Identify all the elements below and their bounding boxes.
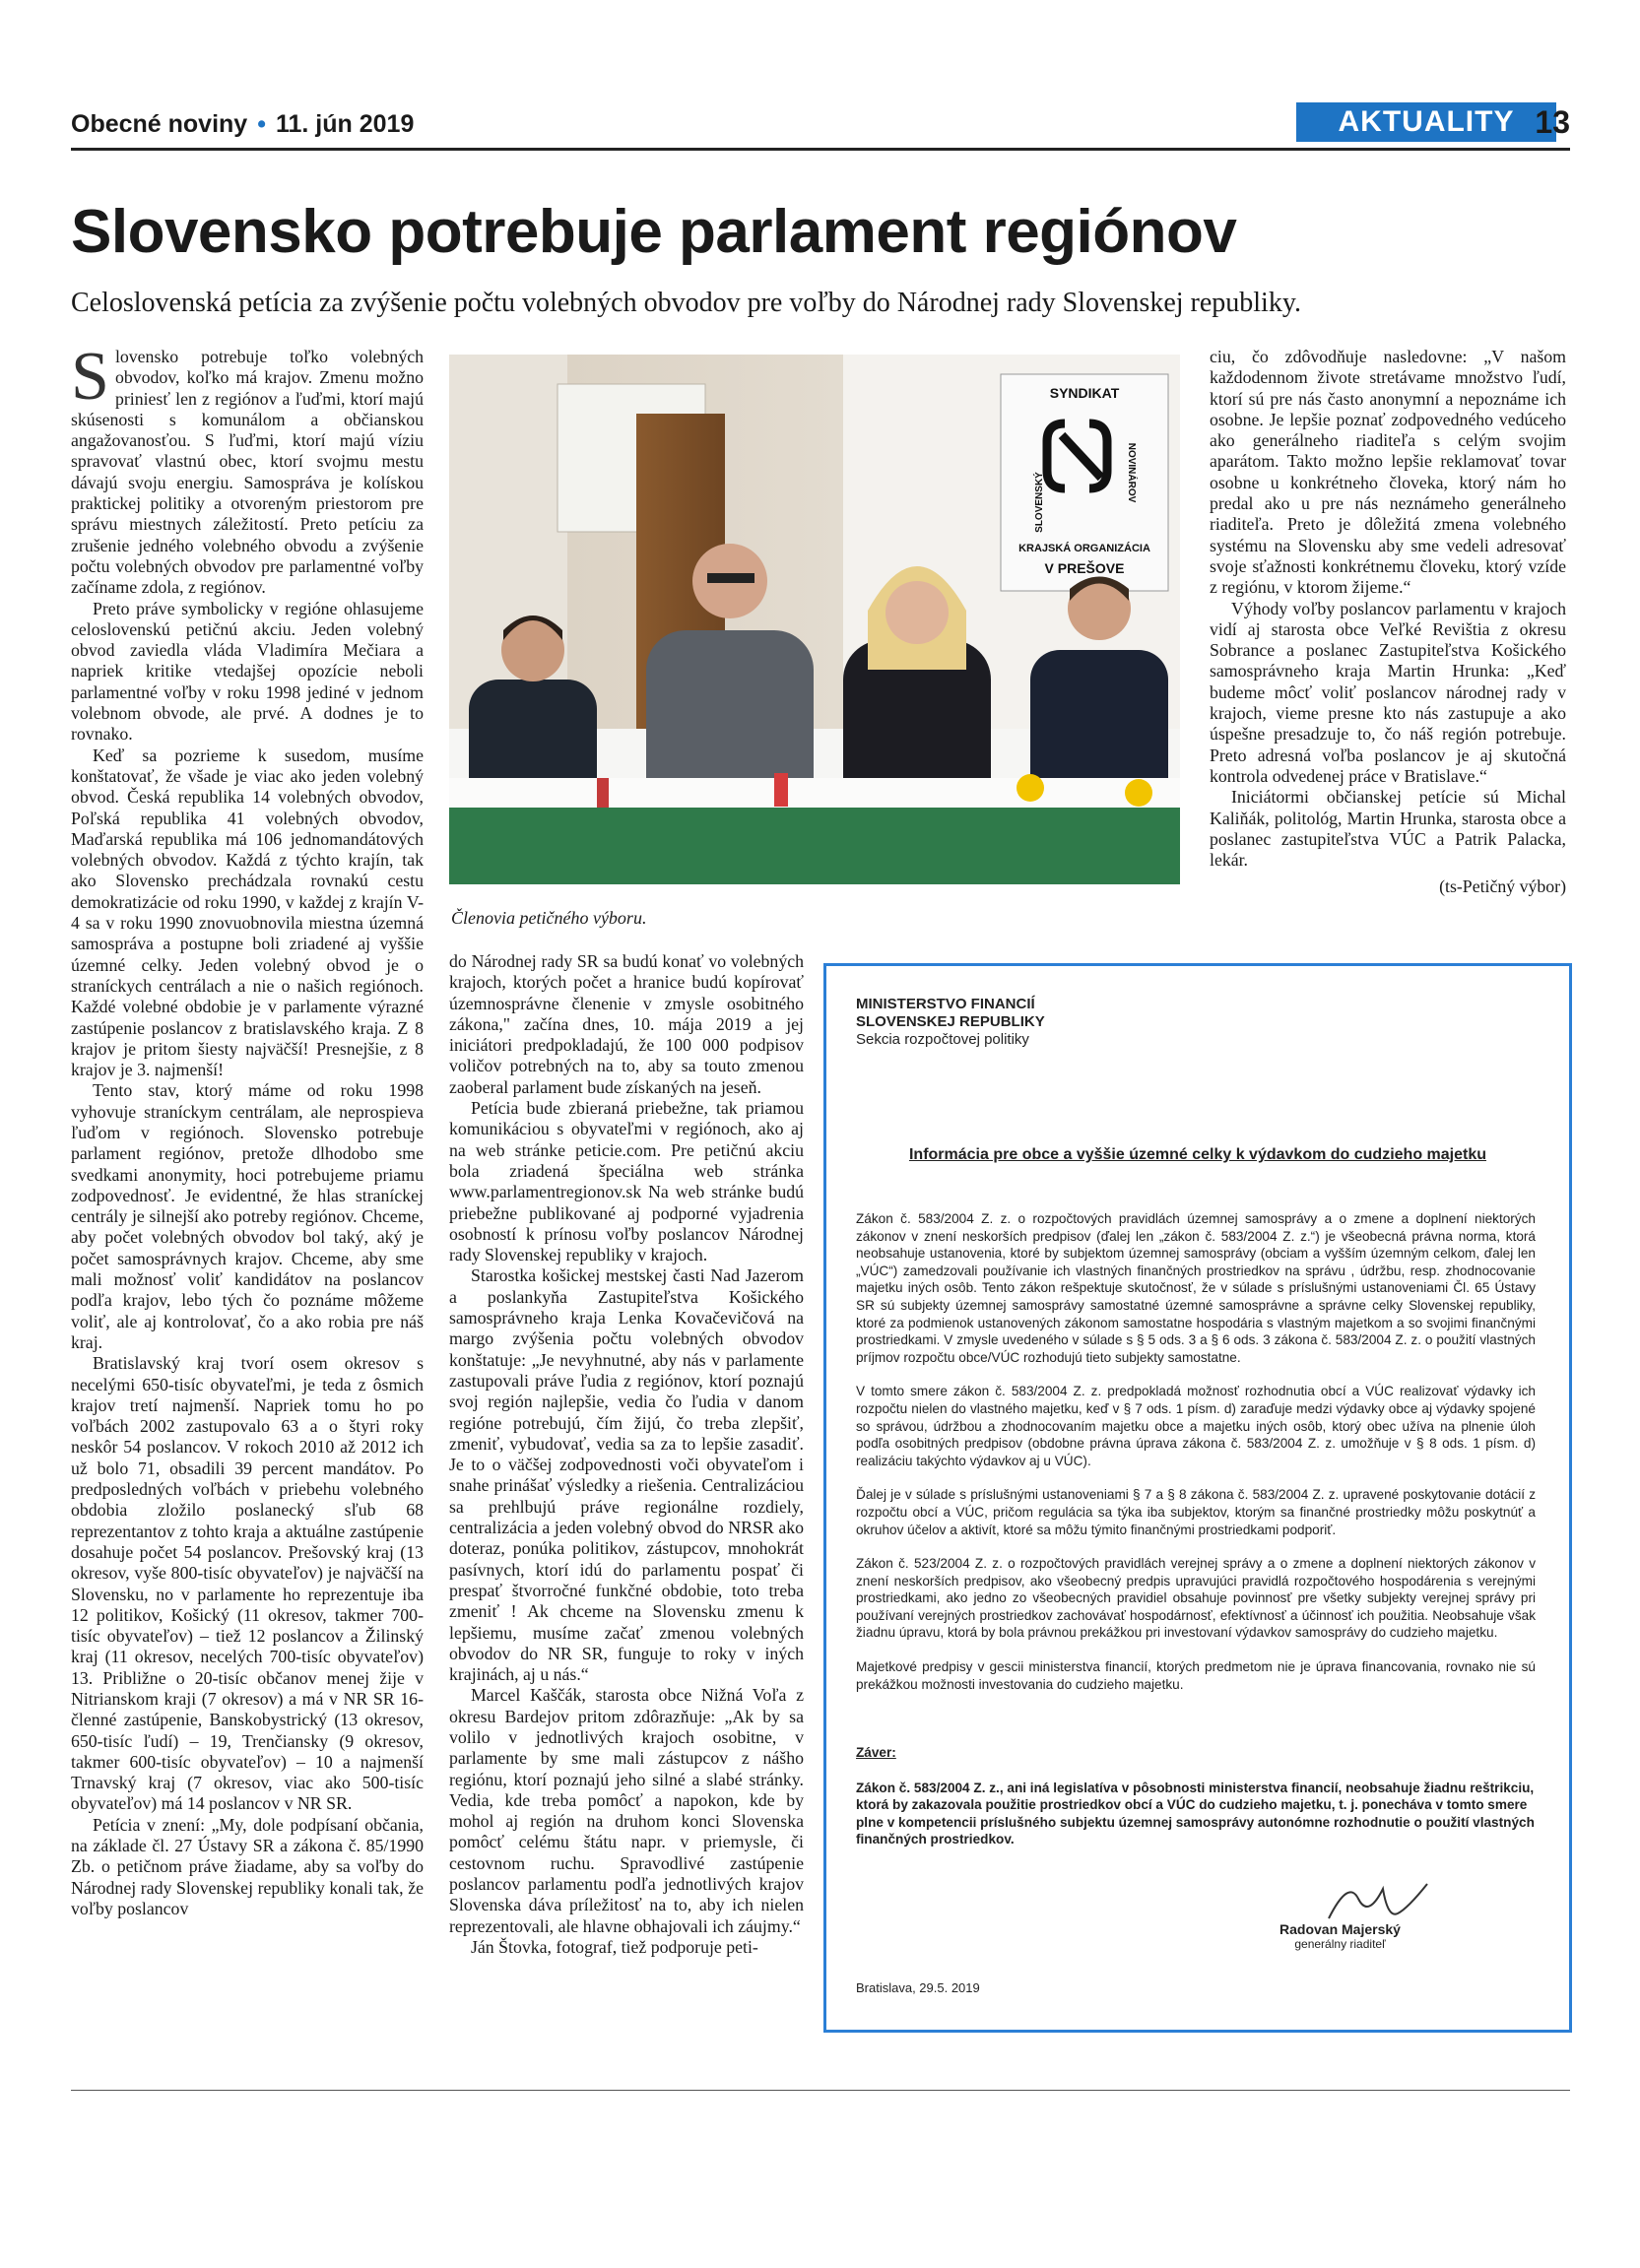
issue-date: 11. jún 2019	[275, 110, 415, 138]
handwritten-signature	[1319, 1874, 1437, 1933]
conclusion-text: Zákon č. 583/2004 Z. z., ani iná legislatíva v pôsobnosti ministerstva financií, neobsahuje žiadnu reštrikciu, ktorá by zakazovala použitie prostriedkov obcí a VÚC do cudzieho majetku, t. j. ponecháva v tomto smere plne v kompetencii príslušného subjektu územnej samosprávy autonómne rozhodnutie o použití vlastných finančných prostriedkov.	[856, 1780, 1535, 1847]
drop-cap: S	[71, 339, 109, 415]
paragraph: Výhody voľby poslancov parlamentu v krajoch vidí aj starosta obce Veľké Revištia z okresu Sobrance a poslanec Zastupiteľstva Košického samosprávneho kraja Martin Hrunka: „Keď budeme môcť voliť poslancov národnej rady v krajoch, vieme presne kto nás zastupuje a ako úspešne presadzuje to, čo náš región potrebuje. Preto adresná voľba poslancov je aj skutočná kontrola odvedenej práce v Bratislave.“	[1210, 598, 1566, 786]
paragraph: Preto práve symbolicky v regióne ohlasujeme celoslovenskú petičnú akciu. Jeden volebný obvod zaviedla vláda Vladimíra Mečiara a napriek kritike vtedajšej opozície neboli parlamentné voľby v roku 1998 jediné v jednom volebnom obvode, ale prvé. A dodnes je to rovnako.	[71, 598, 424, 745]
conclusion-heading: Záver:	[856, 1745, 896, 1760]
article-column-2	[449, 951, 804, 1958]
top-rule	[71, 148, 1570, 151]
letter-paragraph: Majetkové predpisy v gescii ministerstva financií, ktorých predmetom nie je úprava financovania, rovnako nie sú prekážkou možnosti investovania do cudzieho majetku.	[856, 1659, 1536, 1692]
letter-place-date: Bratislava, 29.5. 2019	[856, 1980, 980, 1995]
paragraph: Slovensko potrebuje toľko volebných obvodov, koľko má krajov. Zmenu možno priniesť len z regiónov a ľuďmi, ktorí majú skúsenosti s komunálom a občianskou angažovanosťou. S ľuďmi, ktorí majú víziu spravovať vlastnú obec, ktorí svojmu mestu dávajú svoju energiu. Samospráva je kolískou praktickej politiky a otvoreným priestorom pre správu miestnych záležitostí. Preto petíciu za zrušenie jedného volebného obvodu a zvýšenie počtu volebných obvodov pre parlamentné voľby začíname zdola, z regiónov.	[71, 339, 424, 598]
paragraph: ciu, čo zdôvodňuje nasledovne: „V našom každodennom živote stretávame množstvo ľudí, ktorí sú pre nás často anonymní a nepoznáme ich osobne. Je lepšie poznať zodpovedného vedúceho ako generálneho riaditeľa s celým svojim aparátom. Takto možno lepšie reklamovať tovar osobne u konkrétneho človeka, ktorý nám ho predal ako u pre nás neznámeho generálneho riaditeľa. Preto je dôležitá zmena volebného systému na Slovensku aby sme vedeli adresovať svoje sťažnosti konkrétnemu človeku, ktorý vzíde z regiónu, v ktorom žijeme.“	[1210, 347, 1566, 598]
publication-dateline	[71, 110, 414, 139]
ministry-letter	[823, 963, 1572, 2033]
masthead	[71, 102, 1570, 146]
section-label: AKTUALITY	[1296, 102, 1556, 142]
bottom-rule	[71, 2090, 1570, 2091]
photo-caption: Členovia petičného výboru.	[451, 908, 647, 928]
paragraph: Ján Štovka, fotograf, tiež podporuje peti-	[471, 1936, 758, 1957]
photo-illustration	[449, 355, 1180, 884]
sign-krajska: KRAJSKÁ ORGANIZÁCIA	[1018, 543, 1150, 554]
sender-line-2: SLOVENSKEJ REPUBLIKY	[856, 1013, 1045, 1030]
letter-signature-block	[1279, 1921, 1401, 1951]
paragraph: Iniciátormi občianskej petície sú Michal Kaliňák, politológ, Martin Hrunka, starosta obce a poslanec zastupiteľstva VÚC a Patrik Palacka, lekár.	[1210, 787, 1566, 871]
letter-body	[856, 1210, 1536, 1710]
sender-department: Sekcia rozpočtovej politiky	[856, 1031, 1029, 1048]
paragraph: Marcel Kaščák, starosta obce Nižná Voľa z okresu Bardejov pritom zdôrazňuje: „Ak by sa volilo v jednotlivých krajoch osobitne, v parlamente by sme mali zástupcov z nášho regiónu, ktorí poznajú jeho silné a slabé stránky. Vedia, kde treba pomôcť a napokon, kde by mohol aj región na druhom konci Slovenska pomôcť celému štátu napr. v priemysle, či cestovnom ruchu. Spravodlivé zastúpenie poslancov parlamentu podľa jednotlivých krajov Slovenska dáva príležitosť na to, aby ich nielen reprezentovali, ale hlavne obhajovali ich záujmy.“	[449, 1685, 804, 1936]
article-photo	[449, 355, 1180, 884]
publication-name: Obecné noviny	[71, 110, 248, 138]
paragraph: Petícia v znení: „My, dole podpísaní občania, na základe čl. 27 Ústavy SR a zákona č. 85/1990 Zb. o petičnom práve žiadame, aby sa voľby do Národnej rady Slovenskej republiky konali tak, že voľby poslancov	[71, 1814, 424, 1918]
paragraph: Tento stav, ktorý máme od roku 1998 vyhovuje straníckym centrálam, ale neprospieva ľuďom v regiónoch. Slovensko potrebuje parlament regiónov, pretože dlhodobo sme svedkami anonymity, hoci potrebujeme priamu zodpovednosť. Je evidentné, že hlas straníckej centrály je silnejší ako potreby regiónov. Chceme, aby počet volebných obvodov bol taký, aký je počet samosprávnych krajov. Chceme, aby sme mali možnosť voliť kandidátov na poslancov podľa krajov, lebo tých čo poznáme môžeme voliť, ale aj kontrolovať, čo a ako robia pre náš kraj.	[71, 1080, 424, 1352]
letter-paragraph: Ďalej je v súlade s príslušnými ustanoveniami § 7 a § 8 zákona č. 583/2004 Z. z. upravené poskytovanie dotácií z rozpočtu obcí a VÚC, pričom regulácia sa týka iba subjektov, ktorým sa finančné prostriedky môžu poskytnúť a okruhov účelov a aktivít, ktoré sa môžu týmito finančnými prostriedkami podporiť.	[856, 1487, 1536, 1537]
letter-paragraph: V tomto smere zákon č. 583/2004 Z. z. predpokladá možnosť rozhodnutia obcí a VÚC realizovať výdavky ich rozpočtu nielen do vlastného majetku, keď v § 7 ods. 1 písm. d) zaraďuje medzi výdavky obce aj výdavky spojené so správou, údržbou a zhodnocovaním majetku obce a majetku iných osôb, ktorý obec užíva na plnenie úloh podľa osobitných predpisov (obdobne právna úprava zákona č. 583/2004 Z. z. umožňuje v § 8 ods. 1 písm. d) realizáciu takýchto výdavkov aj u VÚC).	[856, 1384, 1536, 1468]
sign-syndikat: SYNDIKAT	[1049, 385, 1120, 401]
sign-slovensky: SLOVENSKÝ	[1034, 472, 1045, 533]
paragraph: do Národnej rady SR sa budú konať vo volebných krajoch, ktorých počet a hranice budú kopírovať územnosprávne členenie v zmysle osobitného zákona," začína dnes, 10. mája 2019 a jej iniciátori predpokladajú, že 100 000 podpisov voličov potrebných na to, aby sa touto zmenou zaoberal parlament bude získaných na jeseň.	[449, 951, 804, 1097]
letter-title: Informácia pre obce a vyššie územné celky k výdavkom do cudzieho majetku	[908, 1146, 1486, 1163]
sign-presov: V PREŠOVE	[1044, 560, 1125, 576]
paragraph: Keď sa pozrieme k susedom, musíme konštatovať, že všade je viac ako jeden volebný obvod. Česká republika 14 volebných obvodov, Poľská republika 41 volebných obvodov, Maďarská republika má 106 jednomandátových volebných obvodov. Každá z týchto krajín, tak ako Slovensko prechádzala rovnakú cestu demokratizácie od roku 1990, v každej z krajín V-4 sa v roku 1990 znovuobnovila miestna územná samospráva a postupne boli zriadené aj vyššie územné celky. Jeden volebný obvod je o straníckych centrálach a nie o našich regiónoch. Každé volebné obdobie je v parlamente výrazné zastúpenie poslancov z bratislavského kraja. Z 8 krajov je pritom šiesty najväčší! Presnejšie, z 8 krajov je 3. najmenší!	[71, 745, 424, 1080]
article-column-1	[71, 339, 424, 1919]
paragraph: Starostka košickej mestskej časti Nad Jazerom a poslankyňa Zastupiteľstva Košického samosprávneho kraja Lenka Kovačevičová na margo zvýšenia počtu volebných obvodov konštatuje: „Je nevyhnutné, aby nás v parlamente zastupovali práve ľudia z regiónov, ktorí poznajú svoj región najlepšie, vedia čo ľudia v danom regióne potrebujú, čím žijú, čo treba zlepšiť, zmeniť, vybudovať, vedia sa za to lepšie zasadiť. Je to o väčšej zodpovednosti voči obyvateľom i snahe prinášať výsledky a riešenia. Centralizáciou sa prehlbujú práve regionálne rozdiely, centralizácia a jeden volebný obvod do NRSR ako doteraz, ponúka politikov, zástupcov, mnohokrát pasívnych, ktorí idú do parlamentu pospať či prespať štvorročné funkčné obdobie, toto treba zmeniť ! Ak chceme na Slovensku zmenu k lepšiemu, musíme začať zmenou volebných obvodov do NR SR, funguje to roky v iných krajinách, aj u nás.“	[449, 1265, 804, 1685]
separator-dot: •	[257, 110, 266, 138]
article-column-3	[1210, 347, 1566, 898]
letter-conclusion	[856, 1744, 1536, 1848]
paragraph: Petícia bude zbieraná priebežne, tak priamou komunikáciou s obyvateľmi v regiónoch, ako aj na web stránke peticie.com. Pre petičnú akciu bola zriadená špeciálna web stránka www.parlamentregionov.sk Na web stránke budú priebežne publikované aj podporné vyjadrenia osobností k prínosu voľby poslancov Národnej rady Slovenskej republiky v krajoch.	[449, 1098, 804, 1265]
letter-paragraph: Zákon č. 583/2004 Z. z. o rozpočtových pravidlách územnej samosprávy a o zmene a doplnení niektorých zákonov v znení neskorších predpisov (ďalej len „zákon č. 583/2004 Z. z.“) je všeobecná právna norma, ktorá neobsahuje ustanovenia, ktoré by subjektom územnej samosprávy (obciam a vyšším územným celkom, ďalej len „VÚC“) zamedzovali používanie ich vlastných finančných prostriedkov na správu , údržbu, resp. zhodnocovanie majetku iných osôb. Tento zákon rešpektuje skutočnosť, že v súlade s príslušnými ustanoveniami Čl. 65 Ústavy SR sú subjekty územnej samosprávy samostatné územné samosprávne a správne celky Slovenskej republiky, ktoré za podmienok ustanovených zákonom samostatne hospodária s vlastným majetkom a so svojimi finančnými prostriedkami. V zmysle uvedeného v súlade s § 5 ods. 3 a § 6 ods. 3 zákona č. 583/2004 Z. z. o použití vlastných príjmov rozpočtu obce/VÚC rozhodujú tieto subjekty samostatne.	[856, 1211, 1536, 1365]
article-headline: Slovensko potrebuje parlament regiónov	[71, 198, 1237, 266]
paragraph: Bratislavský kraj tvorí osem okresov s necelými 650-tisíc obyvateľmi, je teda z ôsmich krajov tretí najmenší. Napriek tomu ho po voľbách 2002 zastupovalo 63 a o štyri roky neskôr 54 poslancov. V rokoch 2010 až 2012 ich už bolo 71, obsadili 39 percent mandátov. Po predposledných voľbách v priebehu volebného obdobia zložilo poslanecký sľub 68 reprezentantov z tohto kraja a aktuálne zastúpenie dosahuje počet 54 poslancov. Prešovský kraj (13 okresov, vyše 800-tisíc obyvateľov) je najväčší na Slovensku, no v parlamente ho reprezentuje iba 12 politikov, Košický (11 okresov, takmer 700-tisíc obyvateľov) – tiež 12 poslancov a Žilinský kraj (11 okresov, necelých 700-tisíc obyvateľov) 13. Približne o 20-tisíc občanov menej žije v Nitrianskom kraji (7 okresov) a má v NR SR 16-členné zastúpenie, Banskobystrický (13 okresov, 650-tisíc ľudí) – 19, Trenčiansky (9 okresov, takmer 600-tisíc obyvateľov) – 10 a najmenší Trnavský kraj (7 okresov, viac ako 500-tisíc obyvateľov) má 14 poslancov v NR SR.	[71, 1353, 424, 1814]
article-subheadline: Celoslovenská petícia za zvýšenie počtu volebných obvodov pre voľby do Národnej rady Slovenskej republiky.	[71, 288, 1302, 318]
letter-sender	[856, 996, 1045, 1049]
letter-paragraph: Zákon č. 523/2004 Z. z. o rozpočtových pravidlách verejnej správy a o zmene a doplnení niektorých zákonov v znení neskorších predpisov, ako všeobecný predpis upravujúci pravidlá rozpočtového hospodárenia s verejnými prostriedkami, ako jedno zo všeobecných pravidiel obsahuje povinnosť pre všetky subjekty verejnej správy pri používaní verejných prostriedkov zachovávať hospodárnosť, efektívnosť a účinnosť ich použitia. Neobsahuje však žiadnu úpravu, ktorá by bola právnou prekážkou pri investovaní výdavkov samosprávy do cudzieho majetku.	[856, 1556, 1536, 1641]
sender-line-1: MINISTERSTVO FINANCIÍ	[856, 996, 1035, 1012]
article-signature: (ts-Petičný výbor)	[1439, 876, 1566, 897]
signatory-title: generálny riaditeľ	[1294, 1937, 1386, 1951]
signatory-name: Radovan Majerský	[1279, 1921, 1401, 1937]
sign-novinarov: NOVINÁROV	[1126, 442, 1137, 503]
page-number: 13	[1535, 104, 1570, 140]
